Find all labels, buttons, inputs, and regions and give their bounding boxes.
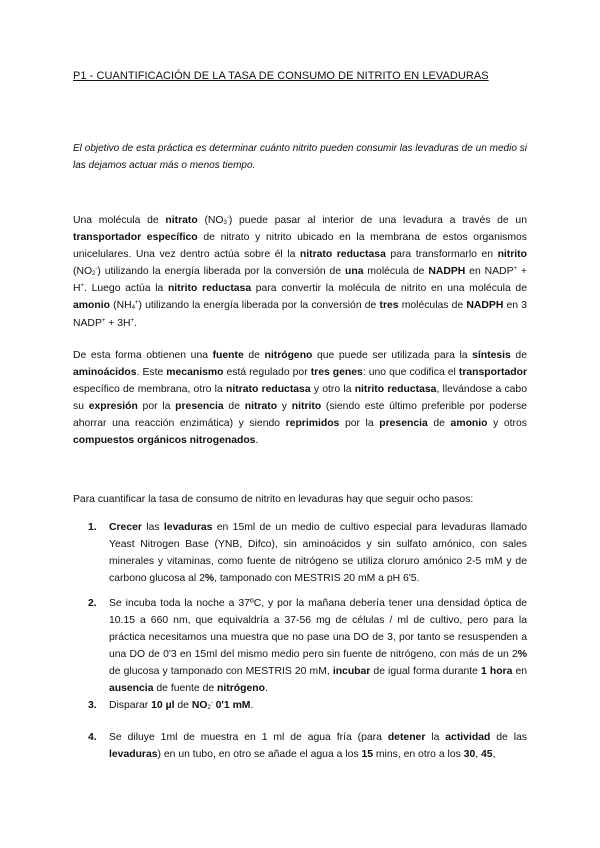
paragraph-steps-intro: Para cuantificar la tasa de consumo de nitrito en levaduras hay que seguir ocho pasos: xyxy=(73,494,474,505)
step-number: 2. xyxy=(88,598,97,609)
list-item-step-1 xyxy=(88,519,527,587)
step-text: Se incuba toda la noche a 37ºC, y por la mañana debería tener una densidad óptica de 10.15 a 660 nm, que equivaldría a 37-56 mg de células / ml de cultivo, pero para la práctica necesitamos una muestra que no pase una DO de 3, por tanto se resuspenden a una DO de 0'3 en 15ml del mismo medio pero sin fuente de nitrógeno, con más de un 2% de glucosa y tamponado con MESTRIS 20 mM, incubar de igual forma durante 1 hora en ausencia de fuente de nitrógeno. xyxy=(109,598,528,695)
step-number: 4. xyxy=(88,732,97,743)
step-number: 3. xyxy=(88,700,97,711)
paragraph-nitrogen-source: De esta forma obtienen una fuente de nitrógeno que puede ser utilizada para la síntesis de aminoácidos. Este mecanismo está regulado por tres genes: uno que codifica el transportador específico de membrana, otro la nitrato reductasa y otro la nitrito reductasa, llevándose a cabo su expresión por la presencia de nitrato y nitrito (siendo este último preferible por poderse ahorrar una reacción enzimática) y siendo reprimidos por la presencia de amonio y otros compuestos orgánicos nitrogenados. xyxy=(73,350,527,447)
step-text: Disparar 10 µl de $NO_2^-$ 0'1 mM. xyxy=(109,700,254,711)
paragraph-nitrate-uptake: Una molécula de nitrato $(NO_3^-)$ puede pasar al interior de una levadura a través de un transportador específico de nitrato y nitrito ubicado en la membrana de estos organismos unicelulares. Una vez dentro actúa sobre él la nitrato reductasa para transformarlo en nitrito $(NO_2^-)$ utilizando la energía liberada por la conversión de una molécula de NADPH en NADP+ + H+. Luego actúa la nitrito reductasa para convertir la molécula de nitrito en una molécula de amonio $(NH_4^+)$ utilizando la energía liberada por la conversión de tres moléculas de NADPH en 3 NADP+ + 3H+. xyxy=(73,215,527,329)
step-text: Crecer las levaduras en 15ml de un medio de cultivo especial para levaduras llamado Yeast Nitrogen Base (YNB, Difco), sin aminoácidos y sin sulfato amónico, con sales minerales y vitaminas, como fuente de nitrógeno se utiliza cloruro amónico 2-5 mM y de carbono glucosa al 2%, tamponado con MESTRIS 20 mM a pH 6'5. xyxy=(109,522,528,585)
step-number: 1. xyxy=(88,522,97,533)
list-item-step-3 xyxy=(88,697,527,714)
list-item-step-2 xyxy=(88,595,527,698)
intro-paragraph: El objetivo de esta práctica es determinar cuánto nitrito pueden consumir las levaduras de un medio si las dejamos actuar más o menos tiempo. xyxy=(73,143,527,171)
document-title: P1 - CUANTIFICACIÓN DE LA TASA DE CONSUMO DE NITRITO EN LEVADURAS xyxy=(73,70,489,82)
list-item-step-4 xyxy=(88,729,527,763)
step-text: Se diluye 1ml de muestra en 1 ml de agua fría (para detener la actividad de las levaduras) en un tubo, en otro se añade el agua a los 15 mins, en otro a los 30, 45, xyxy=(109,732,527,761)
